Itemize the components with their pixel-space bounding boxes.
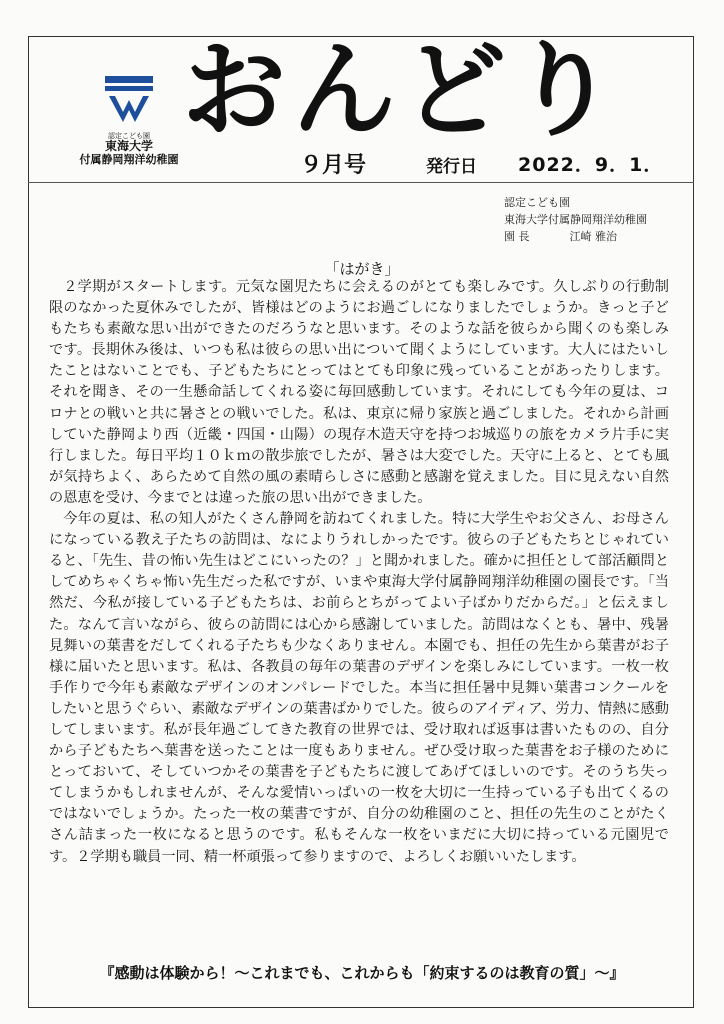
author-signature [504,228,647,245]
author-org-line1: 認定こども園 [504,196,570,209]
issue-row [0,148,724,178]
logo-kindergarten-name: 付属静岡翔洋幼稚園 [79,152,179,166]
author-block [504,194,647,245]
article-heading: 「はがき」 [324,260,400,278]
author-role: 園 長 [504,230,530,243]
author-org-line2: 東海大学付属静岡翔洋幼稚園 [504,213,647,226]
logo-small-text: 認定こども園 [108,132,150,140]
paragraph: ２学期がスタートします。元気な園児たちに会えるのがとても楽しみです。久しぶりの行動制限のなかった夏休みでしたが、皆様はどのようにお過ごしになりましたでしょうか。きっと子どもたちも素敵な思い出ができたのだろうなと思います。そのような話を彼らから聞くのも楽しみです。長期休み後は、いつも私は彼らの思い出について聞くようにしています。大人にはたいしたことはないことでも、子どもたちにとってはとても印象に残っていることがあったりします。それを聞き、その一生懸命話してくれる姿に毎回感動しています。それにしても今年の夏は、コロナとの戦いと共に暑さとの戦いでした。私は、東京に帰り家族と過ごしました。それから計画していた静岡より西（近畿・四国・山陽）の現存木造天守を持つお城巡りの旅をカメラ片手に実行しました。毎日平均１０ｋｍの散歩旅でしたが、暑さは大変でした。天守に上ると、とても風が気持ちよく、あらためて自然の風の素晴らしさに感動と感謝を覚えました。目に見えない自然の恩恵を受け、今までとは違った旅の思い出ができました。 [49,279,669,506]
publish-label: 発行日 [426,157,477,177]
newsletter-title: おんどり [182,29,623,151]
paragraph: 今年の夏は、私の知人がたくさん静岡を訪ねてくれました。特に大学生やお父さん、お母さんになっている教え子たちの訪問は、なによりうれしかったです。彼らの子どもたちとじゃれていると、「先生、昔の怖い先生はどこにいったの？」と聞かれました。確かに担任として部活顧問としてめちゃくちゃ怖い先生だった私ですが、いまや東海大学付属静岡翔洋幼稚園の園長です。「当然だ、今私が接している子どもたちは、お前らとちがってよい子ばかりだからだ。」と伝えました。なんて言いながら、彼らの訪問には心から感謝していました。訪問はなくとも、暑中、残暑見舞いの葉書をだしてくれる子たちも少なくありません。本園でも、担任の先生から葉書がお子様に届いたと思います。私は、各教員の毎年の葉書のデザインを楽しみにしています。一枚一枚手作りで今年も素敵なデザインのオンパレードでした。本当に担任暑中見舞い葉書コンクールをしたいと思うぐらい、素敵なデザインの葉書ばかりでした。彼らのアイディア、労力、情熱に感動してしまいます。私が長年過ごしてきた教育の世界では、受け取れば返事は書いたものの、自分から子どもたちへ葉書を送ったことは一度もありません。ぜひ受け取った葉書をお子様のためにとっておいて、そしていつかその葉書を子どもたちに渡してあげてほしいのです。そのうち失ってしまうかもしれませんが、そんな愛情いっぱいの一枚を大切に一生持っている子も出てくるのではないでしょうか。たった一枚の葉書ですが、自分の幼稚園のこと、担任の先生のことがたくさん詰まった一枚になると思うのです。私もそんな一枚をいまだに大切に持っている元園児です。２学期も職員一同、精一杯頑張って参りますので、よろしくお願いいたします。 [49,511,669,865]
logo-university-name: 東海大学 [104,139,153,154]
school-motto: 『感動は体験から！～これまでも、これからも「約束するのは教育の質」～』 [99,964,625,982]
article-body [49,277,669,868]
header-divider [28,182,694,183]
school-emblem-icon [101,72,157,128]
author-name: 江崎 雅治 [569,230,617,243]
publish-date: 2022．9．1． [518,154,664,176]
issue-number: ９月号 [300,153,367,178]
